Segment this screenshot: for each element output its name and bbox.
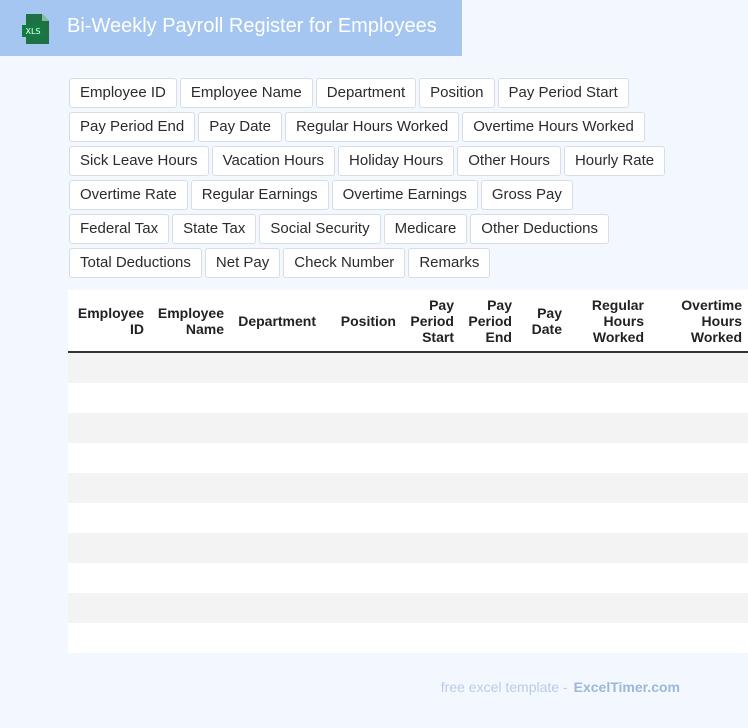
table-cell[interactable] xyxy=(322,563,402,593)
table-cell[interactable] xyxy=(150,473,230,503)
table-cell[interactable] xyxy=(460,533,518,563)
table-cell[interactable] xyxy=(68,352,150,383)
field-tag[interactable]: Regular Hours Worked xyxy=(285,112,459,142)
table-cell[interactable] xyxy=(460,443,518,473)
table-cell[interactable] xyxy=(68,623,150,653)
field-tag[interactable]: Vacation Hours xyxy=(212,146,335,176)
table-cell[interactable] xyxy=(322,383,402,413)
field-tag[interactable]: Department xyxy=(316,78,416,108)
table-cell[interactable] xyxy=(568,352,650,383)
table-cell[interactable] xyxy=(150,503,230,533)
field-tag[interactable]: Gross Pay xyxy=(481,180,573,210)
table-row xyxy=(68,443,748,473)
page-title: Bi-Weekly Payroll Register for Employees xyxy=(67,15,437,37)
table-cell[interactable] xyxy=(402,352,460,383)
field-tag[interactable]: State Tax xyxy=(172,214,256,244)
table-cell[interactable] xyxy=(650,443,748,473)
table-cell[interactable] xyxy=(650,413,748,443)
table-cell[interactable] xyxy=(650,563,748,593)
table-cell[interactable] xyxy=(402,413,460,443)
table-cell[interactable] xyxy=(568,593,650,623)
table-cell[interactable] xyxy=(518,352,568,383)
table-cell[interactable] xyxy=(322,623,402,653)
table-row xyxy=(68,623,748,653)
table-cell[interactable] xyxy=(518,533,568,563)
table-cell[interactable] xyxy=(518,413,568,443)
table-row xyxy=(68,352,748,383)
table-cell[interactable] xyxy=(150,352,230,383)
table-cell[interactable] xyxy=(68,443,150,473)
table-cell[interactable] xyxy=(230,443,322,473)
table-cell[interactable] xyxy=(518,593,568,623)
table-cell[interactable] xyxy=(568,383,650,413)
field-tag[interactable]: Check Number xyxy=(283,248,405,278)
table-cell[interactable] xyxy=(68,473,150,503)
field-tag[interactable]: Position xyxy=(419,78,494,108)
table-cell[interactable] xyxy=(322,473,402,503)
table-cell[interactable] xyxy=(230,473,322,503)
table-cell[interactable] xyxy=(402,443,460,473)
table-cell[interactable] xyxy=(150,563,230,593)
table-cell[interactable] xyxy=(460,383,518,413)
table-cell[interactable] xyxy=(460,352,518,383)
field-tag[interactable]: Hourly Rate xyxy=(564,146,665,176)
table-cell[interactable] xyxy=(68,593,150,623)
field-tag[interactable]: Other Hours xyxy=(457,146,561,176)
table-cell[interactable] xyxy=(568,413,650,443)
title-banner xyxy=(0,0,462,56)
table-cell[interactable] xyxy=(150,383,230,413)
field-tag[interactable]: Employee ID xyxy=(69,78,177,108)
table-cell[interactable] xyxy=(68,413,150,443)
table-cell[interactable] xyxy=(460,563,518,593)
table-row xyxy=(68,413,748,443)
field-tag[interactable]: Holiday Hours xyxy=(338,146,454,176)
table-cell[interactable] xyxy=(650,503,748,533)
payroll-table-container[interactable] xyxy=(68,290,742,653)
field-tag[interactable]: Other Deductions xyxy=(470,214,609,244)
table-cell[interactable] xyxy=(322,593,402,623)
table-cell[interactable] xyxy=(402,593,460,623)
table-cell[interactable] xyxy=(150,533,230,563)
field-tag[interactable]: Pay Period End xyxy=(69,112,195,142)
field-tag[interactable]: Remarks xyxy=(408,248,490,278)
table-cell[interactable] xyxy=(150,623,230,653)
table-cell[interactable] xyxy=(518,623,568,653)
table-row xyxy=(68,383,748,413)
field-tag[interactable]: Overtime Rate xyxy=(69,180,188,210)
field-tag[interactable]: Net Pay xyxy=(205,248,280,278)
table-header-row xyxy=(68,290,748,352)
table-cell[interactable] xyxy=(568,473,650,503)
table-cell[interactable] xyxy=(230,593,322,623)
column-header[interactable]: Pay Period End xyxy=(460,290,518,352)
table-cell[interactable] xyxy=(650,533,748,563)
table-cell[interactable] xyxy=(230,563,322,593)
table-cell[interactable] xyxy=(460,413,518,443)
column-header[interactable]: Overtime Hours Worked xyxy=(650,290,748,352)
table-cell[interactable] xyxy=(460,593,518,623)
table-cell[interactable] xyxy=(230,503,322,533)
column-header[interactable]: Regular Hours Worked xyxy=(568,290,650,352)
field-tag[interactable]: Pay Period Start xyxy=(498,78,629,108)
table-row xyxy=(68,503,748,533)
table-cell[interactable] xyxy=(322,443,402,473)
table-cell[interactable] xyxy=(322,503,402,533)
table-cell[interactable] xyxy=(68,383,150,413)
field-tag[interactable]: Sick Leave Hours xyxy=(69,146,209,176)
table-cell[interactable] xyxy=(150,443,230,473)
table-cell[interactable] xyxy=(518,473,568,503)
table-cell[interactable] xyxy=(402,503,460,533)
table-cell[interactable] xyxy=(460,503,518,533)
table-cell[interactable] xyxy=(68,563,150,593)
table-row xyxy=(68,473,748,503)
column-header[interactable]: Employee ID xyxy=(68,290,150,352)
column-header[interactable]: Pay Date xyxy=(518,290,568,352)
column-header[interactable]: Pay Period Start xyxy=(402,290,460,352)
table-cell[interactable] xyxy=(322,533,402,563)
field-tag[interactable]: Social Security xyxy=(259,214,380,244)
table-cell[interactable] xyxy=(568,563,650,593)
table-cell[interactable] xyxy=(568,533,650,563)
payroll-table xyxy=(68,290,748,653)
table-row xyxy=(68,593,748,623)
table-cell[interactable] xyxy=(650,623,748,653)
column-header[interactable]: Employee Name xyxy=(150,290,230,352)
table-cell[interactable] xyxy=(230,623,322,653)
table-row xyxy=(68,563,748,593)
field-tag-list xyxy=(69,78,669,278)
field-tag[interactable]: Regular Earnings xyxy=(191,180,329,210)
field-tag[interactable]: Employee Name xyxy=(180,78,313,108)
table-cell[interactable] xyxy=(650,473,748,503)
table-cell[interactable] xyxy=(68,503,150,533)
table-cell[interactable] xyxy=(460,473,518,503)
field-tag[interactable]: Medicare xyxy=(384,214,468,244)
field-tag[interactable]: Overtime Earnings xyxy=(332,180,478,210)
column-header[interactable]: Department xyxy=(230,290,322,352)
footer-credit xyxy=(441,679,680,695)
table-cell[interactable] xyxy=(518,443,568,473)
table-cell[interactable] xyxy=(402,473,460,503)
table-cell[interactable] xyxy=(402,623,460,653)
table-cell[interactable] xyxy=(518,503,568,533)
table-body xyxy=(68,352,748,653)
table-cell[interactable] xyxy=(518,383,568,413)
field-tag[interactable]: Overtime Hours Worked xyxy=(462,112,645,142)
table-cell[interactable] xyxy=(568,503,650,533)
table-cell[interactable] xyxy=(650,352,748,383)
footer-prefix: free excel template - xyxy=(440,679,568,695)
table-cell[interactable] xyxy=(322,413,402,443)
xls-file-icon xyxy=(22,13,52,45)
table-cell[interactable] xyxy=(230,352,322,383)
table-cell[interactable] xyxy=(230,413,322,443)
svg-text:XLS: XLS xyxy=(25,27,41,36)
table-cell[interactable] xyxy=(230,383,322,413)
table-row xyxy=(68,533,748,563)
table-cell[interactable] xyxy=(150,593,230,623)
table-cell[interactable] xyxy=(402,563,460,593)
table-cell[interactable] xyxy=(568,443,650,473)
table-cell[interactable] xyxy=(650,383,748,413)
field-tag[interactable]: Total Deductions xyxy=(69,248,202,278)
table-cell[interactable] xyxy=(568,623,650,653)
table-cell[interactable] xyxy=(402,383,460,413)
table-cell[interactable] xyxy=(150,413,230,443)
column-header[interactable]: Position xyxy=(322,290,402,352)
table-cell[interactable] xyxy=(402,533,460,563)
table-cell[interactable] xyxy=(460,623,518,653)
field-tag[interactable]: Pay Date xyxy=(198,112,282,142)
footer-brand-link[interactable]: ExcelTimer.com xyxy=(573,679,680,695)
table-cell[interactable] xyxy=(650,593,748,623)
table-cell[interactable] xyxy=(230,533,322,563)
table-cell[interactable] xyxy=(518,563,568,593)
field-tag[interactable]: Federal Tax xyxy=(69,214,169,244)
table-cell[interactable] xyxy=(68,533,150,563)
table-cell[interactable] xyxy=(322,352,402,383)
